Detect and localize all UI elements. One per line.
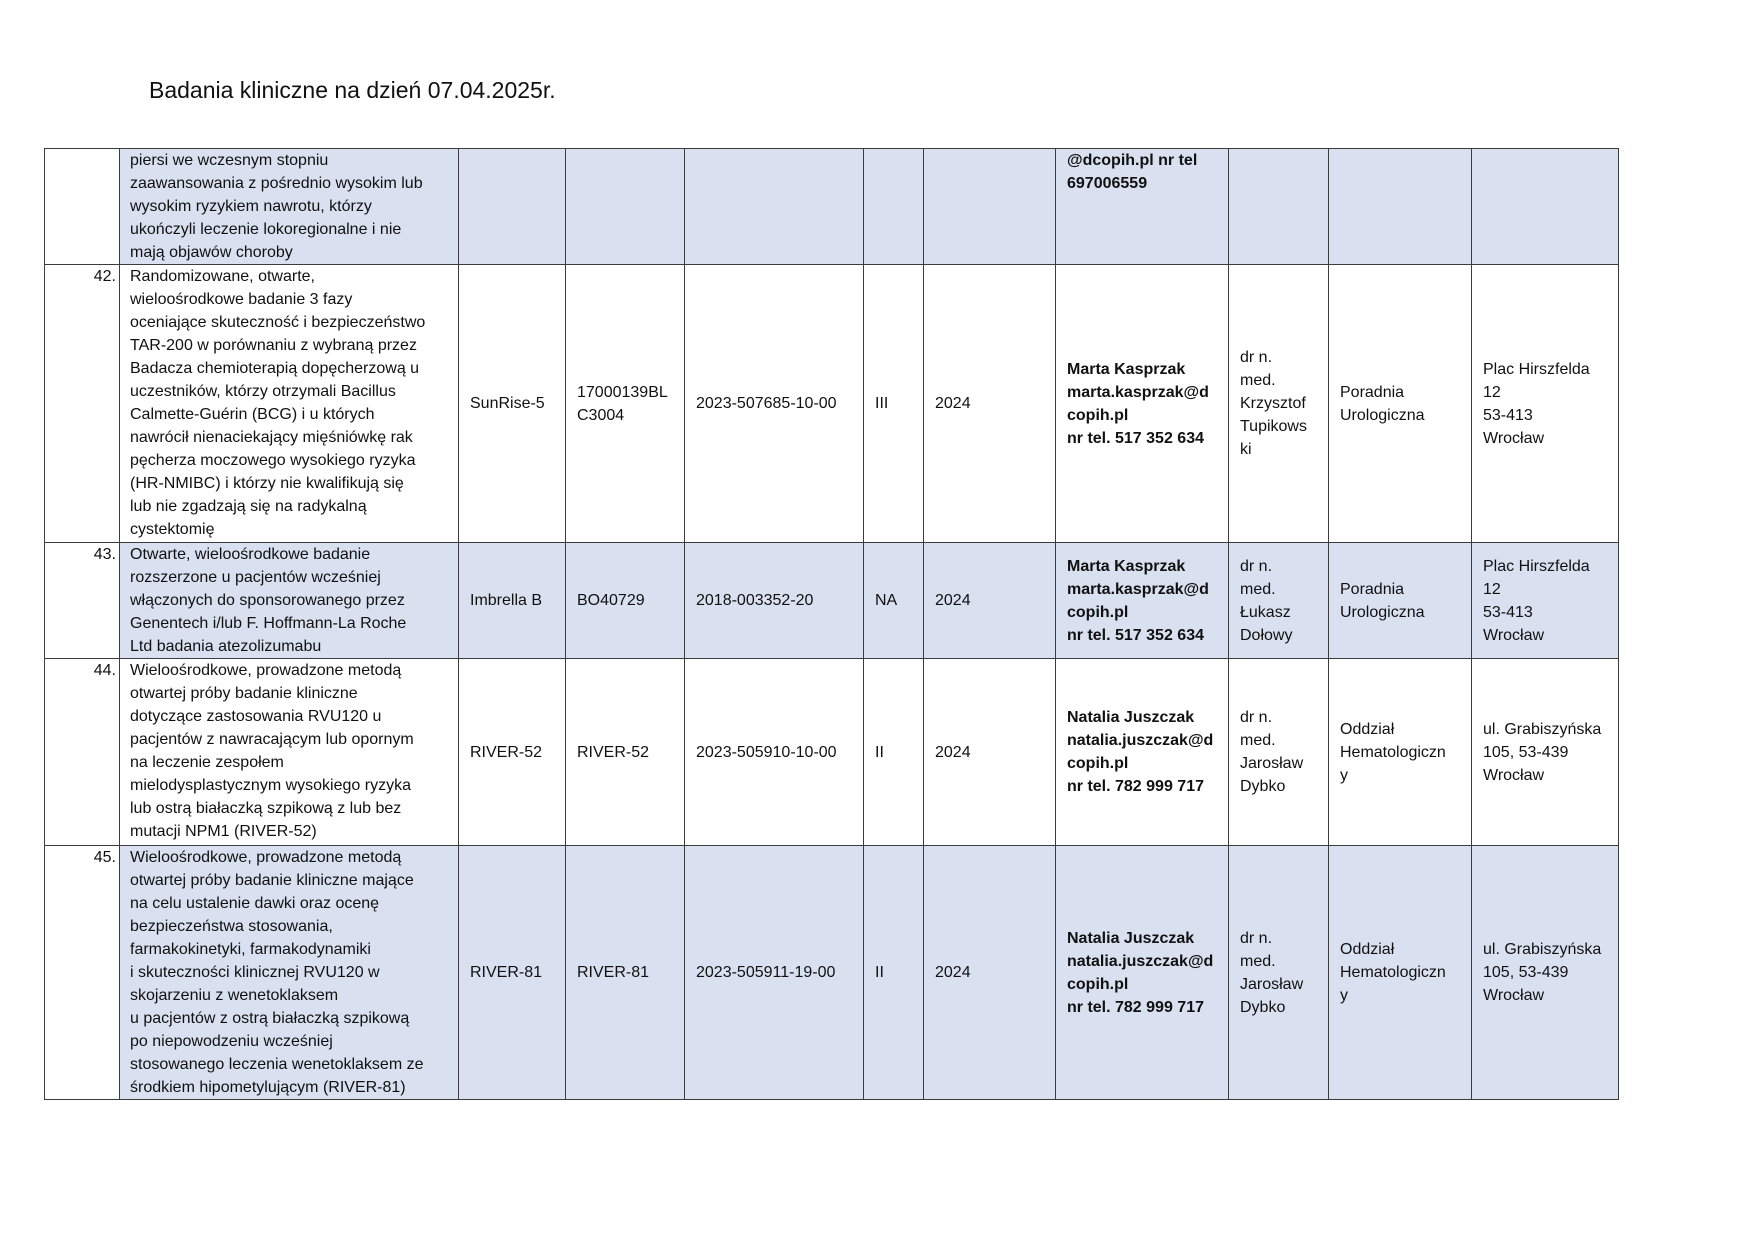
cell-title-line: mutacji NPM1 (RIVER-52) [130, 823, 317, 840]
cell-title-line: na celu ustalenie dawki oraz ocenę [130, 895, 380, 912]
cell-department-line: y [1340, 987, 1348, 1004]
cell-title-line: Ltd badania atezolizumabu [130, 638, 322, 655]
cell-number [45, 149, 120, 265]
cell-contact [1056, 543, 1229, 659]
cell-title [120, 659, 459, 846]
cell-investigator [1229, 149, 1329, 265]
cell-title-line: stosowanego leczenia wenetoklaksem ze [130, 1056, 424, 1073]
cell-contact [1056, 149, 1229, 265]
cell-investigator [1229, 265, 1329, 543]
cell-year [924, 149, 1056, 265]
cell-investigator-line: Krzysztof [1240, 395, 1306, 412]
cell-title-line: Badacza chemioterapią dopęcherzową u [130, 360, 420, 377]
cell-protocol-line: RIVER-52 [577, 743, 650, 761]
cell-title-line: na leczenie zespołem [130, 754, 284, 771]
cell-title-line: mają objawów choroby [130, 244, 293, 261]
cell-title-line: cystektomię [130, 521, 215, 538]
cell-address-line: Wrocław [1483, 626, 1545, 644]
cell-year: 2024 [924, 265, 1056, 543]
cell-protocol-line: BO40729 [577, 592, 645, 609]
cell-title-line: u pacjentów z ostrą białaczką szpikową [130, 1010, 410, 1027]
cell-department [1329, 543, 1472, 659]
cell-investigator-line: dr n. [1240, 557, 1273, 575]
cell-title-line: rozszerzone u pacjentów wcześniej [130, 569, 381, 586]
cell-investigator [1229, 846, 1329, 1100]
cell-title-line: farmakokinetyki, farmakodynamiki [130, 941, 371, 958]
cell-title-line: Wieloośrodkowe, prowadzone metodą [130, 849, 402, 866]
cell-eu-number [685, 149, 864, 265]
cell-phase: II [864, 846, 924, 1100]
cell-title-line: Wieloośrodkowe, prowadzone metodą [130, 662, 402, 679]
cell-title-line: lub ostrą białaczką szpikową z lub bez [130, 800, 402, 817]
cell-title-line: bezpieczeństwa stosowania, [130, 918, 333, 935]
cell-investigator-line: Dybko [1240, 778, 1286, 795]
cell-number: 45. [45, 846, 120, 1100]
cell-contact-line: natalia.juszczak@d [1067, 732, 1214, 749]
cell-acronym: SunRise-5 [459, 265, 566, 543]
table-row [45, 846, 1619, 1100]
cell-acronym [459, 149, 566, 265]
cell-department-line: Oddział [1340, 941, 1395, 958]
cell-protocol [566, 846, 685, 1100]
cell-investigator-line: ki [1240, 441, 1252, 458]
cell-contact-line: Natalia Juszczak [1067, 929, 1195, 947]
cell-title-line: skojarzeniu z wenetoklaksem [130, 987, 339, 1004]
cell-phase [864, 149, 924, 265]
cell-investigator-line: med. [1240, 732, 1276, 749]
cell-address-line: 12 [1483, 383, 1501, 401]
cell-address-line: 105, 53-439 [1483, 964, 1569, 981]
cell-protocol [566, 149, 685, 265]
cell-contact-line: marta.kasprzak@d [1067, 580, 1209, 598]
cell-department-line: Oddział [1340, 720, 1395, 738]
cell-department [1329, 846, 1472, 1100]
cell-title-line: pacjentów z nawracającym lub opornym [130, 731, 414, 748]
cell-address [1472, 265, 1619, 543]
cell-contact-line: Natalia Juszczak [1067, 709, 1195, 726]
cell-title-line: środkiem hipometylującym (RIVER-81) [130, 1079, 406, 1096]
cell-contact-line: nr tel. 782 999 717 [1067, 778, 1204, 795]
table-body [45, 149, 1619, 1100]
cell-title-line: i skuteczności klinicznej RVU120 w [130, 964, 380, 981]
cell-protocol [566, 265, 685, 543]
cell-investigator-line: med. [1240, 580, 1276, 598]
cell-investigator-line: med. [1240, 952, 1276, 970]
cell-number: 43. [45, 543, 120, 659]
cell-investigator-line: Jarosław [1240, 755, 1304, 772]
cell-title-line: lub nie zgadzają się na radykalną [130, 498, 367, 515]
cell-title-line: włączonych do sponsorowanego przez [130, 592, 405, 609]
cell-eu-number: 2018-003352-20 [685, 543, 864, 659]
cell-department [1329, 149, 1472, 265]
cell-title-line: Calmette-Guérin (BCG) i u których [130, 406, 375, 423]
cell-title-line: mielodysplastycznym wysokiego ryzyka [130, 777, 411, 794]
cell-address [1472, 149, 1619, 265]
cell-investigator-line: Dołowy [1240, 626, 1293, 644]
cell-title [120, 543, 459, 659]
cell-title-line: uczestników, którzy otrzymali Bacillus [130, 383, 396, 400]
cell-address [1472, 846, 1619, 1100]
cell-title [120, 265, 459, 543]
table-row [45, 265, 1619, 543]
cell-investigator-line: Łukasz [1240, 603, 1291, 621]
cell-title-line: otwartej próby badanie kliniczne [130, 685, 358, 702]
cell-investigator-line: dr n. [1240, 709, 1273, 726]
cell-contact [1056, 265, 1229, 543]
cell-contact-line: marta.kasprzak@d [1067, 383, 1209, 401]
cell-contact-line: natalia.juszczak@d [1067, 952, 1214, 970]
cell-address-line: 105, 53-439 [1483, 743, 1569, 761]
cell-title-line: po niepowodzeniu wcześniej [130, 1033, 333, 1050]
cell-investigator-line: med. [1240, 372, 1276, 389]
cell-contact-line: @dcopih.pl nr tel [1067, 152, 1198, 169]
cell-contact-line: nr tel. 517 352 634 [1067, 429, 1204, 447]
table-row [45, 659, 1619, 846]
cell-address-line: 53-413 [1483, 406, 1533, 424]
cell-title-line: piersi we wczesnym stopniu [130, 152, 329, 169]
cell-title-line: pęcherza moczowego wysokiego ryzyka [130, 452, 416, 469]
cell-title-line: TAR-200 w porównaniu z wybraną przez [130, 337, 417, 354]
cell-title-line: otwartej próby badanie kliniczne mające [130, 872, 414, 889]
cell-phase: III [864, 265, 924, 543]
cell-protocol [566, 543, 685, 659]
cell-department-line: Urologiczna [1340, 603, 1425, 621]
cell-address [1472, 659, 1619, 846]
cell-number: 44. [45, 659, 120, 846]
cell-acronym: RIVER-81 [459, 846, 566, 1100]
cell-investigator-line: Tupikows [1240, 418, 1307, 435]
cell-investigator-line: dr n. [1240, 929, 1273, 947]
cell-year: 2024 [924, 543, 1056, 659]
cell-address-line: ul. Grabiszyńska [1483, 720, 1602, 738]
cell-department-line: y [1340, 766, 1348, 784]
cell-address-line: 53-413 [1483, 603, 1533, 621]
cell-title-line: Randomizowane, otwarte, [130, 268, 315, 285]
cell-address-line: ul. Grabiszyńska [1483, 941, 1602, 958]
cell-department [1329, 265, 1472, 543]
cell-address-line: Wrocław [1483, 429, 1545, 447]
cell-protocol-line: C3004 [577, 406, 625, 424]
cell-department-line: Hematologiczn [1340, 743, 1446, 761]
cell-protocol [566, 659, 685, 846]
cell-title-line: wysokim ryzykiem nawrotu, którzy [130, 198, 372, 215]
cell-title [120, 846, 459, 1100]
cell-department-line: Poradnia [1340, 383, 1405, 401]
cell-contact [1056, 846, 1229, 1100]
cell-department-line: Hematologiczn [1340, 964, 1446, 981]
cell-title-line: wieloośrodkowe badanie 3 fazy [130, 291, 353, 308]
cell-investigator-line: Jarosław [1240, 975, 1304, 993]
cell-investigator-line: dr n. [1240, 349, 1273, 366]
cell-contact-line: 697006559 [1067, 175, 1148, 192]
cell-title-line: ukończyli leczenie lokoregionalne i nie [130, 221, 402, 238]
cell-address-line: Wrocław [1483, 766, 1545, 784]
cell-title-line: Otwarte, wieloośrodkowe badanie [130, 546, 371, 563]
cell-protocol-line: RIVER-81 [577, 964, 650, 981]
cell-address-line: Plac Hirszfelda [1483, 557, 1590, 575]
cell-investigator [1229, 543, 1329, 659]
cell-title-line: dotyczące zastosowania RVU120 u [130, 708, 382, 725]
cell-department [1329, 659, 1472, 846]
table-row [45, 149, 1619, 265]
cell-contact-line: nr tel. 517 352 634 [1067, 626, 1204, 644]
cell-title [120, 149, 459, 265]
cell-eu-number: 2023-507685-10-00 [685, 265, 864, 543]
cell-contact-line: Marta Kasprzak [1067, 557, 1186, 575]
cell-title-line: nawrócił nienaciekający mięśniówkę rak [130, 429, 413, 446]
cell-title-line: oceniające skuteczność i bezpieczeństwo [130, 314, 426, 331]
cell-contact-line: Marta Kasprzak [1067, 360, 1186, 378]
cell-contact [1056, 659, 1229, 846]
cell-phase: II [864, 659, 924, 846]
cell-title-line: zaawansowania z pośrednio wysokim lub [130, 175, 423, 192]
cell-contact-line: copih.pl [1067, 755, 1129, 772]
cell-address-line: Plac Hirszfelda [1483, 360, 1590, 378]
cell-eu-number: 2023-505910-10-00 [685, 659, 864, 846]
cell-number: 42. [45, 265, 120, 543]
cell-contact-line: copih.pl [1067, 603, 1129, 621]
cell-contact-line: nr tel. 782 999 717 [1067, 998, 1204, 1016]
cell-department-line: Urologiczna [1340, 406, 1425, 424]
page-title: Badania kliniczne na dzień 07.04.2025r. [149, 77, 556, 103]
cell-title-line: Genentech i/lub F. Hoffmann-La Roche [130, 615, 407, 632]
cell-investigator-line: Dybko [1240, 998, 1286, 1016]
cell-contact-line: copih.pl [1067, 406, 1129, 424]
cell-protocol-line: 17000139BL [577, 383, 668, 401]
cell-acronym: RIVER-52 [459, 659, 566, 846]
cell-department-line: Poradnia [1340, 580, 1405, 598]
cell-acronym: Imbrella B [459, 543, 566, 659]
cell-address [1472, 543, 1619, 659]
cell-contact-line: copih.pl [1067, 975, 1129, 993]
cell-year: 2024 [924, 659, 1056, 846]
clinical-trials-table [44, 148, 1619, 1100]
cell-eu-number: 2023-505911-19-00 [685, 846, 864, 1100]
cell-address-line: Wrocław [1483, 987, 1545, 1004]
cell-investigator [1229, 659, 1329, 846]
cell-title-line: (HR-NMIBC) i którzy nie kwalifikują się [130, 475, 404, 492]
cell-year: 2024 [924, 846, 1056, 1100]
cell-address-line: 12 [1483, 580, 1501, 598]
cell-phase: NA [864, 543, 924, 659]
table-row [45, 543, 1619, 659]
